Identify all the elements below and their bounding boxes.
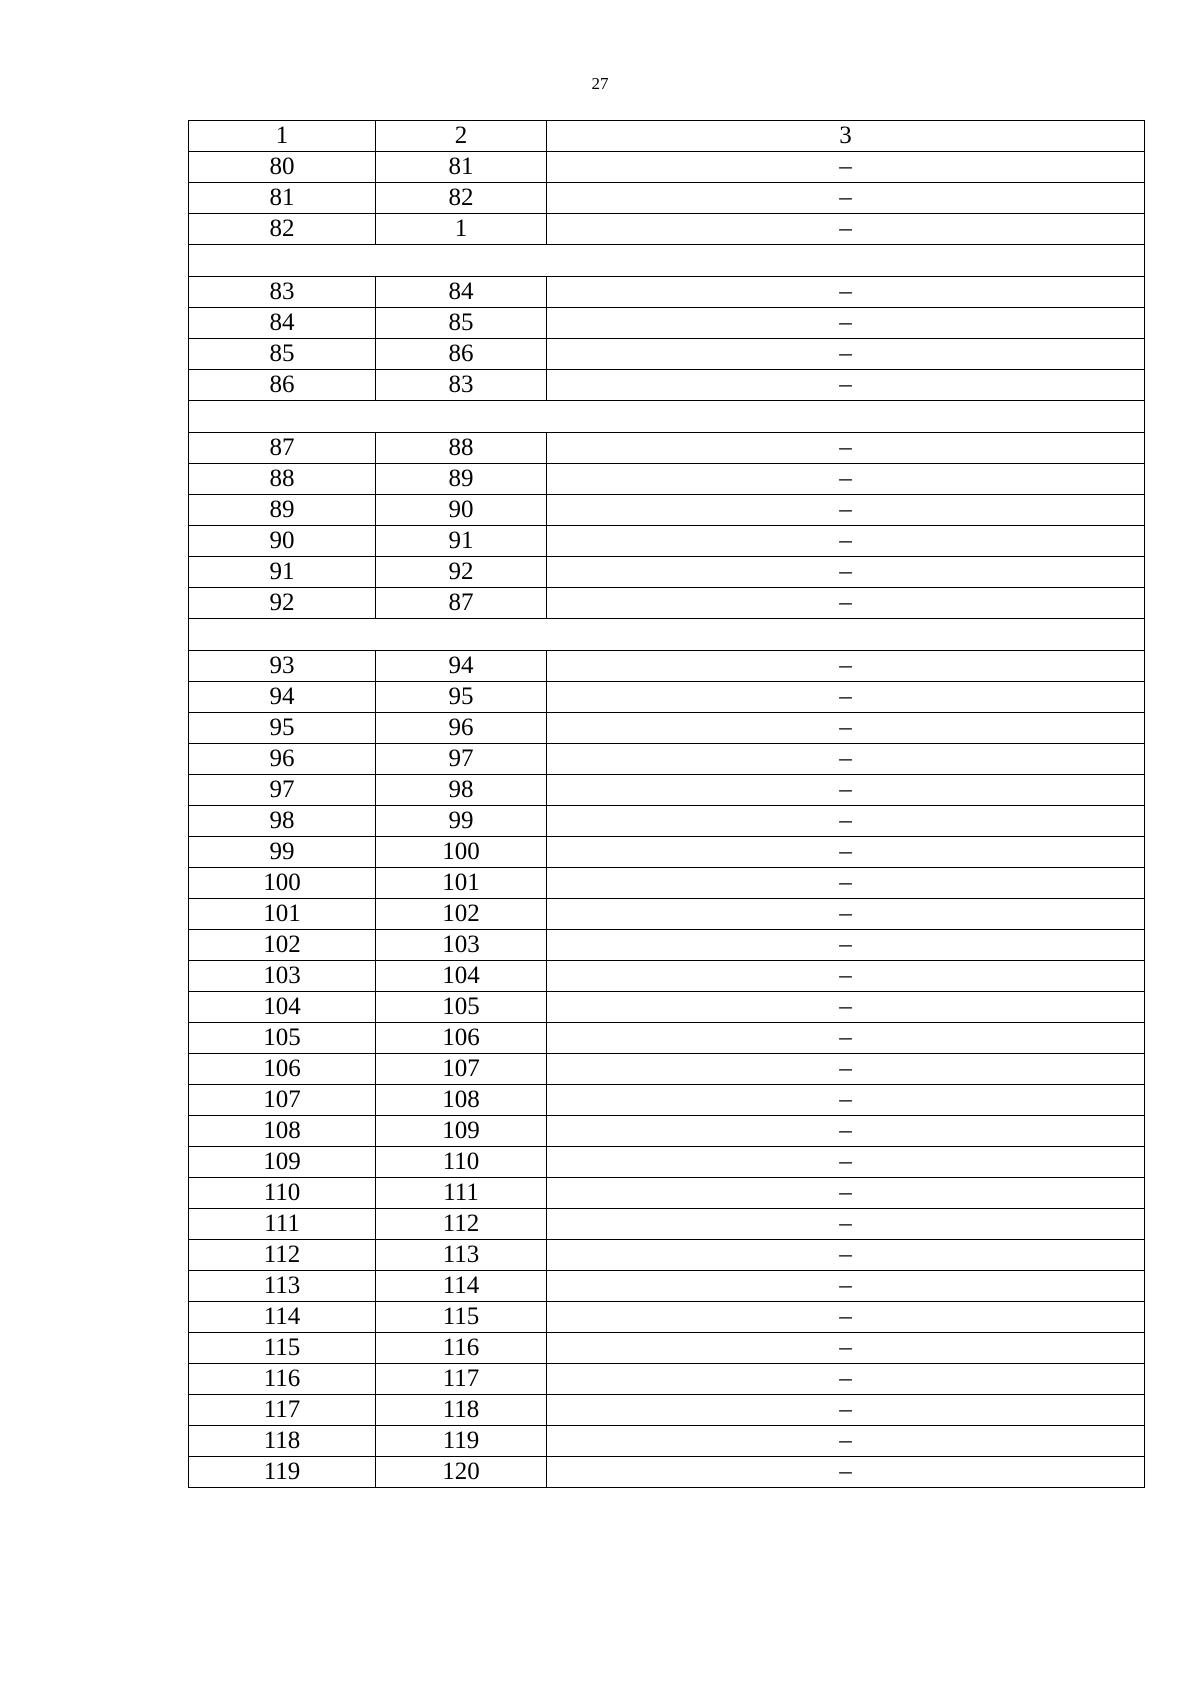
table-row [189,868,1145,899]
table-row [189,837,1145,868]
table-cell: 89 [376,464,547,495]
table-cell: 102 [376,899,547,930]
table-row [189,1023,1145,1054]
group-separator-row [189,245,1145,277]
table-cell: 111 [189,1209,376,1240]
table-row [189,339,1145,370]
table-cell: 1 [376,214,547,245]
table-cell: 115 [376,1302,547,1333]
table-row [189,682,1145,713]
table-cell: 104 [189,992,376,1023]
table-cell: 110 [189,1178,376,1209]
table-cell: – [547,495,1145,526]
table-row [189,370,1145,401]
table-cell: 99 [376,806,547,837]
table-row [189,183,1145,214]
table-cell: 117 [189,1395,376,1426]
column-header: 1 [189,121,376,152]
table-row [189,1085,1145,1116]
table-cell: 100 [189,868,376,899]
table-row [189,464,1145,495]
table-cell: 86 [376,339,547,370]
table-cell: – [547,1023,1145,1054]
table-cell: 103 [189,961,376,992]
table-cell: 120 [376,1457,547,1488]
table-row [189,1054,1145,1085]
table-row [189,744,1145,775]
table-cell: – [547,868,1145,899]
table-row [189,992,1145,1023]
table-cell: 105 [376,992,547,1023]
table-cell: 115 [189,1333,376,1364]
column-header: 3 [547,121,1145,152]
table-cell: – [547,682,1145,713]
column-header: 2 [376,121,547,152]
table-row [189,806,1145,837]
table-cell: 118 [376,1395,547,1426]
table-cell: – [547,526,1145,557]
page-number: 27 [591,74,609,93]
table-row [189,1178,1145,1209]
table-cell: – [547,713,1145,744]
table-cell: – [547,370,1145,401]
table-cell: 116 [376,1333,547,1364]
table-cell: – [547,1178,1145,1209]
table-row [189,1116,1145,1147]
table-cell: 102 [189,930,376,961]
group-separator-cell [189,619,1145,651]
table-cell: – [547,961,1145,992]
table-row [189,775,1145,806]
table-row [189,588,1145,619]
table-cell: 96 [376,713,547,744]
table-cell: 92 [189,588,376,619]
table-cell: – [547,775,1145,806]
table-row [189,713,1145,744]
table-cell: 101 [189,899,376,930]
table-cell: 83 [189,277,376,308]
table-cell: – [547,1457,1145,1488]
table-row [189,433,1145,464]
table-row [189,1426,1145,1457]
table-cell: 94 [376,651,547,682]
table-cell: 87 [376,588,547,619]
table-cell: 106 [189,1054,376,1085]
table-row [189,557,1145,588]
table-cell: 89 [189,495,376,526]
table-cell: 113 [376,1240,547,1271]
table-cell: 111 [376,1178,547,1209]
table-cell: – [547,214,1145,245]
table-row [189,1395,1145,1426]
table-cell: – [547,1333,1145,1364]
table-cell: 103 [376,930,547,961]
table-cell: – [547,899,1145,930]
table-cell: 104 [376,961,547,992]
table-row [189,526,1145,557]
table-cell: 112 [189,1240,376,1271]
table-row [189,651,1145,682]
table-cell: 87 [189,433,376,464]
table-cell: 85 [189,339,376,370]
table-row [189,1364,1145,1395]
table-cell: 108 [189,1116,376,1147]
table-cell: – [547,1147,1145,1178]
table-cell: – [547,339,1145,370]
table-cell: 97 [189,775,376,806]
table-cell: 84 [189,308,376,339]
table-cell: – [547,1209,1145,1240]
table-cell: – [547,992,1145,1023]
table-cell: 98 [376,775,547,806]
group-separator-row [189,401,1145,433]
table-row [189,214,1145,245]
table-cell: 95 [189,713,376,744]
table-cell: 88 [189,464,376,495]
table-cell: 81 [189,183,376,214]
data-table [188,120,1145,1488]
table-row [189,1271,1145,1302]
table-cell: 100 [376,837,547,868]
table-cell: – [547,1271,1145,1302]
table-cell: – [547,1426,1145,1457]
table-row [189,961,1145,992]
table-cell: 118 [189,1426,376,1457]
table-cell: 92 [376,557,547,588]
table-cell: – [547,806,1145,837]
table-row [189,277,1145,308]
table-cell: – [547,1364,1145,1395]
table-row [189,930,1145,961]
table-cell: 91 [189,557,376,588]
table-cell: – [547,1116,1145,1147]
group-separator-cell [189,245,1145,277]
table-cell: 116 [189,1364,376,1395]
table-cell: 84 [376,277,547,308]
table-cell: 112 [376,1209,547,1240]
table-cell: 113 [189,1271,376,1302]
table-cell: 83 [376,370,547,401]
table-cell: 81 [376,152,547,183]
group-separator-cell [189,401,1145,433]
table-cell: 109 [376,1116,547,1147]
table-cell: – [547,1240,1145,1271]
table-cell: – [547,837,1145,868]
table-cell: – [547,930,1145,961]
table-row [189,1457,1145,1488]
table-cell: – [547,1054,1145,1085]
table-cell: – [547,744,1145,775]
table-cell: – [547,1302,1145,1333]
table-cell: 98 [189,806,376,837]
table-cell: 105 [189,1023,376,1054]
table-row [189,1147,1145,1178]
table-row [189,1240,1145,1271]
table-cell: 96 [189,744,376,775]
table-cell: 86 [189,370,376,401]
table-cell: 107 [189,1085,376,1116]
table-cell: 106 [376,1023,547,1054]
header-row [189,121,1145,152]
group-separator-row [189,619,1145,651]
table-cell: 94 [189,682,376,713]
table-cell: 82 [376,183,547,214]
table-row [189,308,1145,339]
table-cell: – [547,1085,1145,1116]
table-row [189,1333,1145,1364]
table-cell: 110 [376,1147,547,1178]
table-cell: 109 [189,1147,376,1178]
table-cell: – [547,557,1145,588]
table-cell: 85 [376,308,547,339]
table-cell: 93 [189,651,376,682]
table-cell: 88 [376,433,547,464]
table-row [189,899,1145,930]
table-cell: – [547,308,1145,339]
table-cell: 108 [376,1085,547,1116]
table-cell: 95 [376,682,547,713]
table-cell: – [547,588,1145,619]
table-cell: 97 [376,744,547,775]
table-cell: 82 [189,214,376,245]
table-row [189,1302,1145,1333]
table-cell: 119 [376,1426,547,1457]
table-cell: – [547,433,1145,464]
table-cell: 90 [189,526,376,557]
table-cell: – [547,277,1145,308]
table-row [189,495,1145,526]
table-cell: 119 [189,1457,376,1488]
table-cell: 117 [376,1364,547,1395]
table-cell: 114 [376,1271,547,1302]
table-body [189,121,1145,1488]
table-cell: 107 [376,1054,547,1085]
table-cell: – [547,152,1145,183]
table-cell: 99 [189,837,376,868]
table-cell: – [547,183,1145,214]
table-cell: – [547,1395,1145,1426]
table-cell: 90 [376,495,547,526]
table-cell: – [547,651,1145,682]
table-row [189,1209,1145,1240]
table-cell: – [547,464,1145,495]
table-row [189,152,1145,183]
table-cell: 114 [189,1302,376,1333]
table-cell: 80 [189,152,376,183]
table-cell: 101 [376,868,547,899]
table-cell: 91 [376,526,547,557]
